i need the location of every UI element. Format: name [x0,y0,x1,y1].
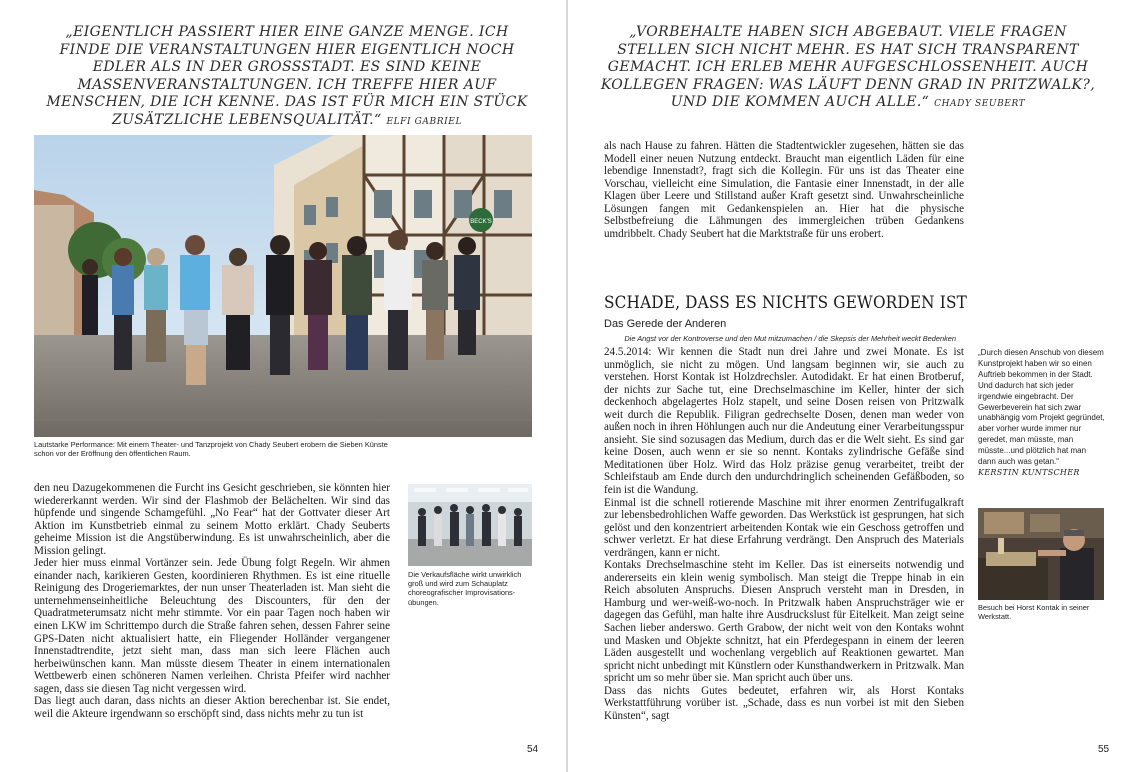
paragraph: Jeder hier muss einmal Vortänzer sein. Jede Übung folgt Regeln. Wir ahmen einander nach, karikieren Gesten, koordinieren Rhythmen. Es ist eine rituelle Reinigung des Drogeriemarktes, der nun unser Theaterladen ist. Man sieht die unternehmenseinheitliche Beleuchtung des Discounters, für den der Quadratmeterumsatz nicht mehr stimmte. Vor ein paar Tagen noch haben wir einen LKW im Schrittempo durch die Straße fahren sehen, dessen Fahrer seine GPS-Daten nicht aktualisiert hatte, ein Fliegender Holländer vergangener Innenstadtrendite, jetzt sieht man, dass man sich leere Flächen auch herbeiwünschen kann. Man müsste diesem Theater in einem internationalen Wettbewerb einen schöneren Namen verleihen. Christa Pfeifer wird nachher sagen, dass sie diesen Tag nicht vergessen wird. [34,557,390,695]
body-text-right [604,346,964,722]
pull-quote-text: „VORBEHALTE HABEN SICH ABGEBAUT. VIELE FRAGEN STELLEN SICH NICHT MEHR. ES HAT SICH TRANSPARENT GEMACHT. ICH ERLEB MEHR AUFGESCHLOSSENHEIT. AUCH KOLLEGEN FRAGEN: WAS LÄUFT DENN GRAD IN PRITZWALK?, UND DIE KOMMEN AUCH ALLE.“ [600,24,1096,110]
page-number-left: 54 [527,744,539,755]
shop-sign: BECK'S [470,219,492,225]
paragraph: 24.5.2014: Wir kennen die Stadt nun drei Jahre und zwei Monate. Es ist unmöglich, sie nicht zu mögen. Und langsam beginnen wir, sie auch zu verstehen. Horst Kontak ist Holzdrechsler. Autodidakt. Er hat einen Brotberuf, der nichts zur Sache tut, eine Drechselmaschine im Keller, hinter der sich deckenhoch abgelagertes Holz stapelt, und seine Dosen reisen von Pritzwalk weit durch die Republik. Filigran gedrechselte Dosen, denen man weder von außen noch in ihren Höhlungen auch nur die Andeutung einer Verarbeitungsspur ansieht. Sie sind sozusagen das Medium, durch das er die Welt sieht. Es sind gar keine Dosen, auch wenn er sie so nennt. Kontaks zylindrische Gefäße sind Meditationen über Holz. Wird das Holz präzise genug verarbeitet, treibt der Schleifstaub am Ende durch den undurchdringlich scheinenden Gefäßboden, so fein ist die Wandung. [604,346,964,497]
street-performance-photo [34,135,532,437]
body-text-left [34,482,390,720]
photo-caption-left: Lautstarke Performance: Mit einem Theater- und Tanzprojekt von Chady Seubert erobern die Sieben Künste schon vor der Eröffnung den öffentlichen Raum. [34,440,388,459]
workshop-illustration [978,508,1104,600]
pull-quote-author: CHADY SEUBERT [934,99,1026,109]
article-headline: SCHADE, DASS ES NICHTS GEWORDEN IST [604,293,968,313]
pull-quote-right [598,24,1098,114]
left-page [0,0,566,772]
street-performance-illustration [34,135,532,437]
workshop-photo [978,508,1104,600]
photo-caption-small: Die Verkaufsfläche wirkt unwirklich groß und wird zum Schauplatz choreografischer Improvisations-übungen. [408,570,522,607]
side-quote-text: „Durch diesen Anschub von diesem Kunstprojekt haben wir so einen Auftrieb bekommen in der Stadt. Und dadurch hat sich jeder irgendwie eingebracht. Der Gewerbeverein hat sich zwar unabhängig vom Projekt gegründet, aber vorher wurde immer nur geredet, man müsste, man müsste...und plötzlich hat man dann auch was getan.“ [978,348,1105,467]
paragraph: als nach Hause zu fahren. Hätten die Stadtentwickler zugesehen, hätten sie das Modell einer neuen Nutzung entdeckt. Braucht man eigentlich Läden für eine lebendige Innenstadt?, fragt sich die Kollegin. Für uns ist das Theater eine Vorschau, vielleicht eine Simulation, die Fantasie einer Innenstadt, in der alle Klagen über Leere und Stillstand außer Kraft gesetzt sind. Unwahrscheinliche Lösungen fangen mit Gedankenspielen an. Hier hat die physische Selbstbefreiung die Lähmungen des immergleichen trüben Gedankens umdribbelt. Chady Seubert hat die Marktstraße für uns erobert. [604,140,964,240]
side-quote [978,348,1105,479]
paragraph: Das liegt auch daran, dass nichts an dieser Aktion berechenbar ist. Sie endet, weil die Akteure irgendwann so erschöpft sind, dass nichts mehr zu tun ist [34,695,390,720]
page-number-right: 55 [1098,744,1110,755]
pull-quote-text: „EIGENTLICH PASSIERT HIER EINE GANZE MENGE. ICH FINDE DIE VERANSTALTUNGEN HIER EIGENTLICH NOCH EDLER ALS IN DER GROSSSTADT. ES SIND KEINE MASSENVERANSTALTUNGEN. ICH TREFFE HIER AUF MENSCHEN, DIE ICH KENNE. DAS IST FÜR MICH EIN STÜCK ZUSÄTZLICHE LEBENSQUALITÄT.“ [46,24,528,128]
pull-quote-author: ELFI GABRIEL [386,116,463,127]
photo-caption-right: Besuch bei Horst Kontak in seiner Werkstatt. [978,603,1090,622]
side-quote-author: KERSTIN KUNTSCHER [978,467,1080,477]
paragraph: Kontaks Drechselmaschine steht im Keller. Das ist einerseits notwendig und andererseits ein klein wenig symbolisch. Man steigt die Treppe hinab in ein Reich absoluten Anspruchs. Diesen Anspruch versteht man in Dresden, in Hamburg und wer-weiß-wo-noch. In Pritzwalk haben Anspruchsträger wie er dagegen das Gefühl, man halte ihre Ausdruckslust für Eitelkeit. Man zeigt seine Sachen lieber anderswo. Gerth Grabow, der nicht weit von den Kontaks wohnt und Masken und Objekte schnitzt, hat ein Pferdegespann in einem der leeren Läden ausgestellt und wochenlang vergeblich auf Reaktionen gewartet. Man spricht nicht unbedingt mit Künstlern oder Kunsthandwerkern in Pritzwalk. Man spricht um so mehr über sie. Man spricht auch über uns. [604,559,964,685]
body-text-right-top [604,140,964,240]
pull-quote-left [42,24,532,131]
dance-rehearsal-illustration [408,484,532,566]
right-page [568,0,1134,772]
paragraph: Einmal ist die schnell rotierende Maschine mit ihrer enormen Zentrifugalkraft zur lebensbedrohlichen Waffe geworden. Das Werkstück ist gesprungen, hat sich gelöst und den konzentriert arbeitenden Kontak wie ein Geschoss getroffen und schwer verletzt. Er hat diese Erfahrung verdrängt. Den Anspruch des Materials verdrängen, kann er nicht. [604,496,964,559]
article-subheadline: Das Gerede der Anderen [604,318,727,330]
paragraph: den neu Dazugekommenen die Furcht ins Gesicht geschrieben, sie könnten hier wiedererkannt werden. Wir sind der Flashmob der Belächelten. Wir sind das hüpfende und singende Schamgefühl. „No Fear“ hat der Gottvater dieser Art Aktion im Kunstbetrieb einmal zu seinem Motto erklärt. Chady Seuberts geheime Mission ist die Angstüberwindung. Es ist unwahrscheinlich, aber die Mission gelingt. [34,482,390,557]
dance-rehearsal-photo [408,484,532,566]
paragraph: Dass das nichts Gutes bedeutet, erfahren wir, als Horst Kontaks Werkstattführung vorüber ist. „Schade, dass es nun vorbei ist mit den Sieben Künsten“, sagt [604,684,964,722]
article-deck: Die Angst vor der Kontroverse und den Mut mitzumachen / die Skepsis der Mehrheit weckt Bedenken [624,334,956,343]
